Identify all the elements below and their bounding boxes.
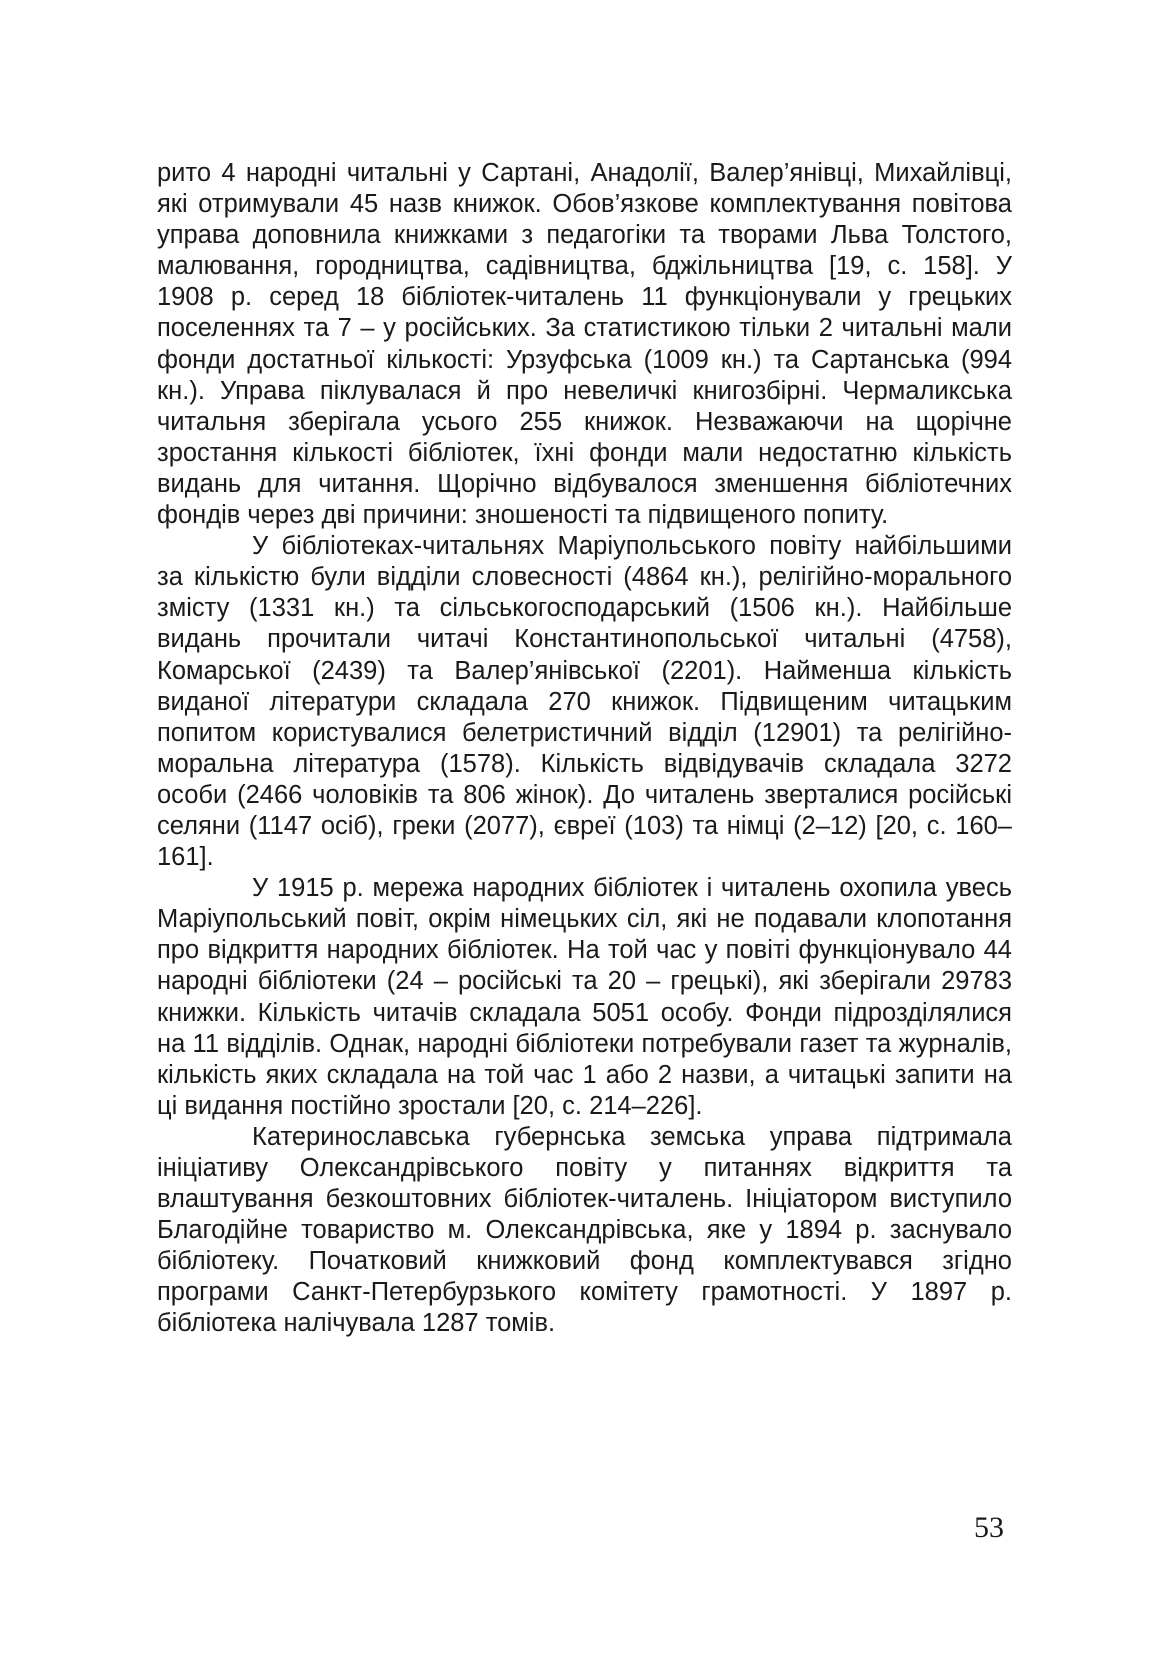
paragraph: У 1915 р. мережа народних бібліотек і читалень охопила увесь Маріупольський повіт, окрім німецьких сіл, які не подавали клопотання про відкриття народних бібліотек. На той час у повіті функціонувало 44 народні бібліотеки (24 – російські та 20 – грецькі), які зберігали 29783 книжки. Кількість читачів складала 5051 особу. Фонди підрозділялися на 11 відділів. Однак, народні бібліотеки потребували газет та журналів, кількість яких складала на той час 1 або 2 назви, а читацькі запити на ці видання постійно зростали [20, с. 214–226]. — [157, 874, 1012, 1120]
paragraph-continued: рито 4 народні читальні у Сартані, Анадолії, Валер’янівці, Михайлівці, які отримували 45 назв книжок. Обов’язкове комплектування повітова управа доповнила книжками з педагогіки та творами Льва Толстого, малювання, городництва, садівництва, бджільництва [19, с. 158]. У 1908 р. серед 18 бібліотек-читалень 11 функціонували у грецьких поселеннях та 7 – у російських. За статистикою тільки 2 читальні мали фонди достатньої кількості: Урзуфська (1009 кн.) та Сартанська (994 кн.). Управа піклувалася й про невеличкі книгозбірні. Чермаликська читальня зберігала усього 255 книжок. Незважаючи на щорічне зростання кількості бібліотек, їхні фонди мали недостатню кількість видань для читання. Щорічно відбувалося зменшення бібліотечних фондів через дві причини: зношеності та підвищеного попиту. — [157, 159, 1012, 530]
page-number: 53 — [974, 1511, 1004, 1544]
body-text — [157, 158, 1012, 1340]
paragraph: Катеринославська губернська земська управа підтримала ініціативу Олександрівського повіту у питаннях відкриття та влаштування безкоштовних бібліотек-читалень. Ініціатором виступило Благодійне товариство м. Олександрівська, яке у 1894 р. заснувало бібліотеку. Початковий книжковий фонд комплектувався згідно програми Санкт-Петербурзького комітету грамотності. У 1897 р. бібліотека налічувала 1287 томів. — [157, 1122, 1012, 1338]
paragraph: У бібліотеках-читальнях Маріупольського повіту найбільшими за кількістю були відділи словесності (4864 кн.), релігійно-морального змісту (1331 кн.) та сільськогосподарський (1506 кн.). Найбільше видань прочитали читачі Константинопольської читальні (4758), Комарської (2439) та Валер’янівської (2201). Найменша кількість виданої літератури складала 270 книжок. Підвищеним читацьким попитом користувалися белетристичний відділ (12901) та релігійно-моральна література (1578). Кількість відвідувачів складала 3272 особи (2466 чоловіків та 806 жінок). До читалень зверталися російські селяни (1147 осіб), греки (2077), євреї (103) та німці (2–12) [20, с. 160–161]. — [157, 532, 1012, 872]
